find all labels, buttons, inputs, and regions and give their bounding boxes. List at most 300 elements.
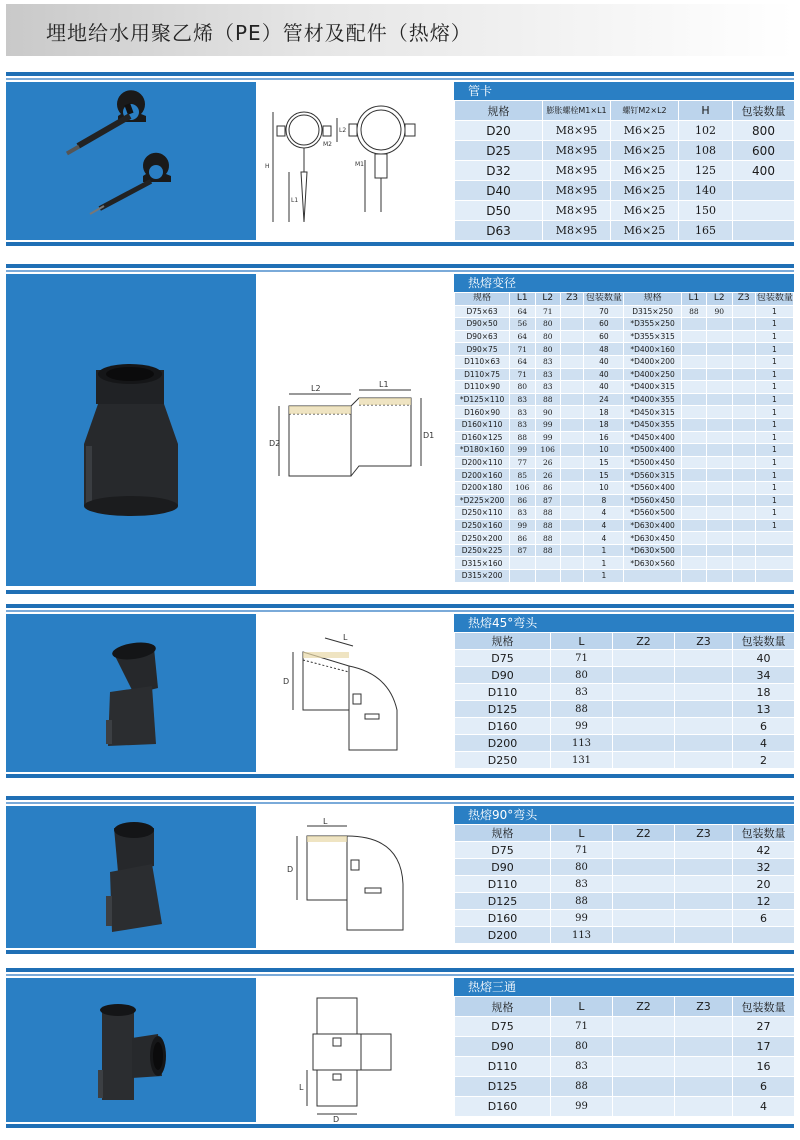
table-cell: [707, 444, 732, 457]
table-row: [455, 201, 795, 221]
table-cell: [560, 355, 583, 368]
table-cell: M6×25: [611, 161, 679, 181]
table-cell: [675, 1017, 733, 1037]
spec-title: 热熔变径: [454, 274, 794, 292]
table-row: [455, 381, 794, 394]
table-cell: M6×25: [611, 221, 679, 241]
table-cell: [707, 544, 732, 557]
table-clamp: [454, 100, 795, 241]
table-row: [455, 368, 794, 381]
table-row: [455, 330, 794, 343]
table-cell: M6×25: [611, 141, 679, 161]
column-header: 规格: [624, 293, 681, 306]
table-cell: 87: [510, 544, 535, 557]
table-cell: 1: [755, 444, 793, 457]
table-row: [455, 667, 795, 684]
table-cell: [755, 570, 793, 583]
table-cell: 88: [551, 1077, 613, 1097]
table-cell: 400: [733, 161, 795, 181]
table-cell: D32: [455, 161, 543, 181]
table-cell: 12: [733, 893, 795, 910]
drawing-label-h: H: [265, 163, 270, 170]
table-cell: [560, 305, 583, 318]
table-row: [455, 444, 794, 457]
section-clamp: [6, 72, 794, 246]
table-cell: *D500×450: [624, 456, 681, 469]
table-cell: [675, 718, 733, 735]
table-cell: [613, 876, 675, 893]
table-cell: [732, 343, 755, 356]
table-cell: 131: [551, 752, 613, 769]
table-cell: 80: [510, 381, 535, 394]
table-cell: *D560×450: [624, 494, 681, 507]
table-cell: [707, 570, 732, 583]
table-cell: [535, 570, 560, 583]
table-cell: [560, 444, 583, 457]
table-cell: [560, 393, 583, 406]
table-cell: 83: [551, 876, 613, 893]
table-row: [455, 318, 794, 331]
table-cell: [613, 650, 675, 667]
table-cell: 87: [535, 494, 560, 507]
table-row: [455, 544, 794, 557]
table-cell: [707, 494, 732, 507]
table-cell: [732, 431, 755, 444]
table-cell: [707, 456, 732, 469]
table-cell: D20: [455, 121, 543, 141]
table-cell: D90×50: [455, 318, 510, 331]
table-cell: 113: [551, 927, 613, 944]
table-cell: *D630×500: [624, 544, 681, 557]
table-cell: D63: [455, 221, 543, 241]
table-cell: D110×90: [455, 381, 510, 394]
table-row: [455, 718, 795, 735]
table-cell: 10: [584, 481, 624, 494]
table-cell: [733, 201, 795, 221]
table-cell: [681, 330, 706, 343]
technical-drawing-elbow45: [261, 614, 453, 772]
table-cell: 64: [510, 355, 535, 368]
table-cell: [675, 650, 733, 667]
table-cell: [707, 355, 732, 368]
table-cell: 102: [679, 121, 733, 141]
table-cell: M8×95: [543, 201, 611, 221]
table-cell: [624, 570, 681, 583]
table-cell: [613, 718, 675, 735]
table-cell: 1: [584, 557, 624, 570]
table-cell: 800: [733, 121, 795, 141]
table-cell: 40: [584, 355, 624, 368]
table-cell: D315×250: [624, 305, 681, 318]
column-header: 规格: [455, 997, 551, 1017]
table-cell: 26: [535, 469, 560, 482]
table-cell: 71: [535, 305, 560, 318]
divider: [6, 604, 794, 608]
table-cell: 1: [755, 305, 793, 318]
table-cell: 88: [535, 532, 560, 545]
spec-table-elbow45: [454, 614, 794, 769]
table-cell: 80: [535, 330, 560, 343]
table-row: [455, 406, 794, 419]
table-cell: [675, 842, 733, 859]
column-header: 规格: [455, 293, 510, 306]
product-photo-tee: [6, 978, 256, 1122]
table-cell: [613, 1077, 675, 1097]
table-cell: 99: [551, 1097, 613, 1117]
table-cell: [707, 469, 732, 482]
table-cell: 70: [584, 305, 624, 318]
product-photo-elbow90: [6, 806, 256, 948]
table-cell: [732, 507, 755, 520]
drawing-label-l1: L1: [379, 380, 389, 389]
table-cell: [560, 330, 583, 343]
product-photo-clamp: [6, 82, 256, 240]
table-cell: [510, 570, 535, 583]
column-header: L: [551, 825, 613, 842]
table-cell: *D560×400: [624, 481, 681, 494]
divider: [6, 774, 794, 778]
table-cell: 140: [679, 181, 733, 201]
table-cell: *D450×315: [624, 406, 681, 419]
table-cell: 71: [551, 650, 613, 667]
table-cell: 77: [510, 456, 535, 469]
drawing-label-d: D: [287, 865, 294, 874]
table-cell: [681, 532, 706, 545]
table-cell: [675, 684, 733, 701]
column-header: Z3: [560, 293, 583, 306]
spec-title: 热熔三通: [454, 978, 794, 996]
table-cell: D200: [455, 927, 551, 944]
table-cell: D250×160: [455, 519, 510, 532]
table-cell: 83: [510, 406, 535, 419]
table-cell: 17: [733, 1037, 795, 1057]
table-cell: 1: [755, 330, 793, 343]
table-cell: 99: [510, 444, 535, 457]
table-cell: 27: [733, 1017, 795, 1037]
table-cell: [681, 507, 706, 520]
product-photo-elbow45: [6, 614, 256, 772]
table-cell: [732, 355, 755, 368]
table-cell: D250×110: [455, 507, 510, 520]
table-row: [455, 735, 795, 752]
table-cell: [675, 859, 733, 876]
table-cell: [707, 318, 732, 331]
table-cell: 4: [733, 735, 795, 752]
table-cell: 71: [510, 343, 535, 356]
table-cell: M6×25: [611, 201, 679, 221]
table-cell: [560, 494, 583, 507]
column-header: 螺钉M2×L2: [611, 101, 679, 121]
table-cell: [560, 418, 583, 431]
table-cell: *D560×500: [624, 507, 681, 520]
column-header: Z2: [613, 633, 675, 650]
table-cell: [681, 431, 706, 444]
table-cell: [732, 532, 755, 545]
technical-drawing-clamp: [261, 82, 453, 240]
table-cell: D250: [455, 752, 551, 769]
table-cell: 15: [584, 456, 624, 469]
table-cell: 32: [733, 859, 795, 876]
table-cell: 18: [733, 684, 795, 701]
column-header: Z3: [675, 825, 733, 842]
table-cell: 1: [584, 544, 624, 557]
drawing-label-d1: D1: [423, 431, 435, 440]
table-cell: *D500×400: [624, 444, 681, 457]
table-row: [455, 161, 795, 181]
table-cell: [560, 507, 583, 520]
table-cell: 1: [755, 381, 793, 394]
table-cell: D160×125: [455, 431, 510, 444]
table-cell: *D560×315: [624, 469, 681, 482]
table-cell: 88: [681, 305, 706, 318]
drawing-label-d: D: [333, 1115, 340, 1122]
drawing-label-l2: L2: [311, 384, 321, 393]
table-cell: 88: [535, 544, 560, 557]
drawing-label-d: D: [283, 677, 290, 686]
table-cell: [733, 181, 795, 201]
table-cell: [560, 381, 583, 394]
table-cell: [707, 418, 732, 431]
table-row: [455, 1057, 795, 1077]
table-cell: 1: [755, 318, 793, 331]
table-cell: D250×225: [455, 544, 510, 557]
column-header: H: [679, 101, 733, 121]
table-cell: 8: [584, 494, 624, 507]
table-row: [455, 1037, 795, 1057]
column-header: 包装数量: [584, 293, 624, 306]
table-cell: 15: [584, 469, 624, 482]
table-cell: [732, 557, 755, 570]
table-cell: 13: [733, 701, 795, 718]
table-cell: [613, 842, 675, 859]
section-reducer: [6, 264, 794, 594]
table-cell: D75: [455, 1017, 551, 1037]
table-cell: [681, 343, 706, 356]
column-header: L: [551, 633, 613, 650]
table-cell: [732, 494, 755, 507]
table-cell: *D355×315: [624, 330, 681, 343]
table-cell: [560, 469, 583, 482]
table-row: [455, 181, 795, 201]
table-row: [455, 456, 794, 469]
table-cell: M8×95: [543, 181, 611, 201]
table-cell: 83: [535, 368, 560, 381]
page-header: [6, 4, 794, 56]
table-row: [455, 305, 794, 318]
table-row: [455, 532, 794, 545]
table-cell: D110: [455, 1057, 551, 1077]
table-cell: M8×95: [543, 221, 611, 241]
table-cell: 99: [551, 718, 613, 735]
table-cell: [681, 406, 706, 419]
table-cell: D75: [455, 842, 551, 859]
product-photo-reducer: [6, 274, 256, 586]
table-cell: [560, 557, 583, 570]
table-cell: D75×63: [455, 305, 510, 318]
table-row: [455, 519, 794, 532]
table-cell: [681, 544, 706, 557]
table-cell: [707, 532, 732, 545]
table-cell: M6×25: [611, 181, 679, 201]
drawing-label-d2: D2: [269, 439, 281, 448]
table-elbow45: [454, 632, 795, 769]
table-cell: 1: [755, 494, 793, 507]
table-cell: *D180×160: [455, 444, 510, 457]
table-cell: [681, 570, 706, 583]
table-cell: [707, 393, 732, 406]
column-header: 规格: [455, 101, 543, 121]
divider: [6, 1124, 794, 1128]
table-cell: D160: [455, 910, 551, 927]
spec-title: 管卡: [454, 82, 794, 100]
table-cell: 4: [584, 532, 624, 545]
table-cell: 80: [551, 1037, 613, 1057]
table-cell: *D400×355: [624, 393, 681, 406]
table-cell: [732, 544, 755, 557]
column-header: 规格: [455, 825, 551, 842]
table-cell: [681, 355, 706, 368]
table-cell: [675, 752, 733, 769]
table-cell: [613, 701, 675, 718]
table-cell: D250×200: [455, 532, 510, 545]
table-cell: 6: [733, 910, 795, 927]
table-cell: [755, 532, 793, 545]
table-cell: D200: [455, 735, 551, 752]
table-cell: 60: [584, 330, 624, 343]
table-cell: 2: [733, 752, 795, 769]
table-cell: 1: [755, 431, 793, 444]
table-cell: *D450×355: [624, 418, 681, 431]
table-cell: 88: [535, 507, 560, 520]
table-cell: 26: [535, 456, 560, 469]
table-cell: M8×95: [543, 121, 611, 141]
drawing-label-l: L: [343, 633, 348, 642]
table-cell: D125: [455, 1077, 551, 1097]
table-cell: *D450×400: [624, 431, 681, 444]
table-cell: 34: [733, 667, 795, 684]
divider: [6, 974, 794, 976]
table-row: [455, 469, 794, 482]
table-cell: 88: [535, 519, 560, 532]
table-cell: [707, 330, 732, 343]
table-row: [455, 927, 795, 944]
column-header: 包装数量: [733, 101, 795, 121]
table-cell: D90: [455, 859, 551, 876]
table-cell: *D400×315: [624, 381, 681, 394]
table-cell: [732, 393, 755, 406]
table-cell: 71: [551, 1017, 613, 1037]
table-row: [455, 752, 795, 769]
table-cell: 106: [535, 444, 560, 457]
table-cell: D315×200: [455, 570, 510, 583]
table-cell: 1: [755, 469, 793, 482]
page-title: 埋地给水用聚乙烯（PE）管材及配件（热熔）: [46, 21, 472, 45]
drawing-label-l: L: [299, 1083, 304, 1092]
table-cell: 18: [584, 418, 624, 431]
table-cell: [733, 927, 795, 944]
table-cell: [613, 1017, 675, 1037]
table-row: [455, 507, 794, 520]
table-elbow90: [454, 824, 795, 944]
table-cell: D110×63: [455, 355, 510, 368]
table-cell: 86: [510, 532, 535, 545]
table-cell: [681, 381, 706, 394]
table-cell: 85: [510, 469, 535, 482]
table-row: [455, 431, 794, 444]
table-cell: 88: [510, 431, 535, 444]
table-cell: [707, 381, 732, 394]
table-cell: D160: [455, 1097, 551, 1117]
table-cell: [675, 1097, 733, 1117]
table-cell: 90: [535, 406, 560, 419]
table-row: [455, 650, 795, 667]
table-cell: 80: [535, 318, 560, 331]
table-cell: 113: [551, 735, 613, 752]
table-cell: [681, 469, 706, 482]
table-cell: *D630×560: [624, 557, 681, 570]
table-cell: 10: [584, 444, 624, 457]
table-cell: 4: [584, 519, 624, 532]
column-header: L1: [510, 293, 535, 306]
table-cell: [707, 343, 732, 356]
table-cell: 80: [535, 343, 560, 356]
table-cell: [675, 735, 733, 752]
table-cell: [613, 1097, 675, 1117]
table-row: [455, 494, 794, 507]
table-cell: D90: [455, 1037, 551, 1057]
table-cell: 86: [535, 481, 560, 494]
table-cell: D40: [455, 181, 543, 201]
table-cell: [560, 406, 583, 419]
table-cell: 83: [535, 355, 560, 368]
table-tee: [454, 996, 795, 1117]
table-cell: [675, 1077, 733, 1097]
table-cell: D200×180: [455, 481, 510, 494]
table-cell: [755, 544, 793, 557]
table-cell: [707, 368, 732, 381]
column-header: 膨胀螺栓M1×L1: [543, 101, 611, 121]
table-cell: 83: [510, 418, 535, 431]
table-cell: [675, 910, 733, 927]
table-cell: 1: [755, 456, 793, 469]
divider: [6, 72, 794, 76]
table-cell: [675, 667, 733, 684]
table-cell: [732, 570, 755, 583]
table-row: [455, 557, 794, 570]
table-row: [455, 910, 795, 927]
table-row: [455, 393, 794, 406]
table-cell: *D225×200: [455, 494, 510, 507]
table-cell: 80: [551, 859, 613, 876]
table-cell: [560, 431, 583, 444]
divider: [6, 270, 794, 272]
table-cell: *D630×450: [624, 532, 681, 545]
table-cell: 6: [733, 1077, 795, 1097]
table-cell: [707, 519, 732, 532]
table-row: [455, 221, 795, 241]
table-cell: [560, 368, 583, 381]
table-row: [455, 1017, 795, 1037]
table-cell: 71: [551, 842, 613, 859]
table-cell: 48: [584, 343, 624, 356]
table-cell: [613, 667, 675, 684]
table-cell: [613, 684, 675, 701]
table-cell: 88: [551, 701, 613, 718]
table-cell: [613, 910, 675, 927]
column-header: L2: [707, 293, 732, 306]
table-cell: D90: [455, 667, 551, 684]
column-header: Z2: [613, 997, 675, 1017]
